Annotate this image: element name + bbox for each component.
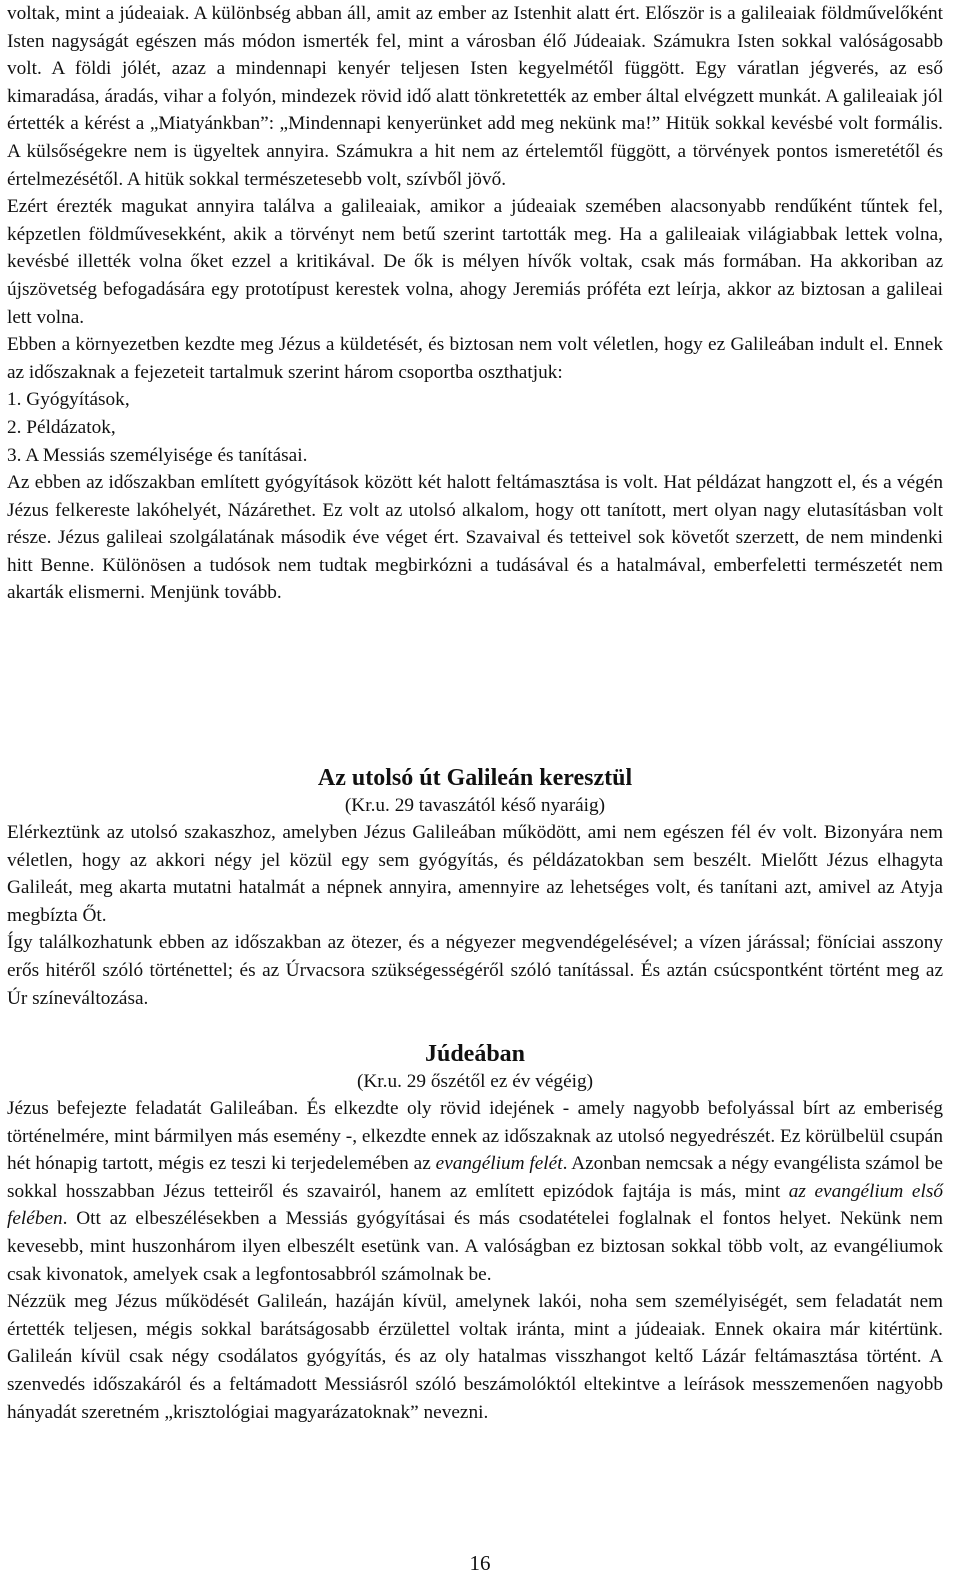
paragraph: Így találkozhatunk ebben az időszakban az ötezer, és a négyezer megvendégelésével; a vízen járással; föníciai asszony erős hitéről szóló történettel; és az Úrvacsora szükségességéről szóló tanítással. És aztán csúcspontként történt meg az Úr színeváltozása. — [7, 932, 943, 1009]
list-item: 3. A Messiás személyisége és tanításai. — [7, 444, 308, 466]
paragraph: Nézzük meg Jézus működését Galileán, hazáján kívül, amelynek lakói, noha sem személyiségét, sem feladatát nem értették teljesen, mégis sokkal barátságosabb érzülettel voltak iránta, mint a júdeaiak. Ennek okaira már kitértünk. Galileán kívül csak négy csodálatos gyógyítás, és az oly hatalmas visszhangot keltő Lázár feltámasztása történt. A szenvedés időszakáról és a feltámadott Messiásról szóló beszámolóktól eltekintve a leírások messzemenően nagyobb hányadát szeretném „krisztológiai magyarázatoknak” nevezni. — [7, 1291, 943, 1423]
paragraph: voltak, mint a júdeaiak. A különbség abban áll, amit az ember az Istenhit alatt ért. Először is a galileaiak földművelőként Isten nagyságát egészen más módon ismerték fel, mint a városban élő Júdeaiak. Számukra Isten sokkal valóságosabb volt. A földi jólét, azaz a mindennapi kenyér teljesen Isten kegyelmétől függött. Egy váratlan jégverés, az eső kimaradása, áradás, vihar a folyón, mindezek rövid idő alatt tönkretették az ember által elvégzett munkát. A galileaiak jól értették a kérést a „Miatyánkban”: „Mindennapi kenyerünket add meg nekünk ma!” Hitük sokkal kevésbé volt formális. A külsőségekre nem is ügyeltek annyira. Számukra a hit nem az értelemtől függött, a törvények pontos ismeretétől és értelmezésétől. A hitük sokkal természetesebb volt, szívből jövő. — [7, 3, 943, 190]
paragraph: Ebben a környezetben kezdte meg Jézus a küldetését, és biztosan nem volt véletlen, hogy ez Galileában indult el. Ennek az időszaknak a fejezeteit tartalmuk szerint három csoportba oszthatjuk: — [7, 334, 943, 383]
page-number: 16 — [469, 1551, 491, 1575]
text-run: Jézus befejezte feladatát Galileában. És elkezdte oly rövid idejének - amely nagyobb befolyással bírt az emberiség történelmére, mint bármilyen más esemény -, elkezdte ennek az időszaknak az utolsó negyedrészét. Ez körülbelül csupán hét hónapig tartott, mégis ez teszi ki terjedelemében az — [7, 1098, 943, 1175]
section-subheading: (Kr.u. 29 tavaszától késő nyaráig) — [344, 795, 606, 816]
paragraph: Az ebben az időszakban említett gyógyítások között két halott feltámasztása is volt. Hat példázat hangzott el, és a végén Jézus felkereste lakóhelyét, Názárethet. Ez volt az utolsó alkalom, hogy ott tanított, mert olyan nagy elutasításban volt része. Jézus galileai szolgálatának második éve véget ért. Szavaival és tetteivel sok követőt szerzett, de nem mindenki hitt Benne. Különösen a tudósok nem tudtak megbirkózni a tudásával és a hatalmával, emberfeletti természetét nem akarták elismerni. Menjünk tovább. — [7, 472, 943, 604]
list-item: 2. Példázatok, — [7, 416, 116, 438]
italic-text: evangélium felét — [435, 1153, 563, 1175]
paragraph — [7, 1095, 943, 1288]
italic-text: az evangélium első felében — [7, 1180, 943, 1230]
text-run: . Azonban nemcsak a négy evangélista számol be sokkal hosszabban Jézus tetteiről és szavairól, hanem az említett epizódok fajtája is más, mint — [7, 1153, 943, 1202]
text-run: . Ott az elbeszélésekben a Messiás gyógyításai és más csodatételei foglalnak el fontos helyet. Nekünk nem kevesebb, mint huszonhárom ilyen elbeszélt esetünk van. A valóságban ez biztosan sokkal több volt, az evangéliumok csak kivonatok, amelyek csak a legfontosabbról számolnak be. — [7, 1208, 943, 1285]
section-heading: Júdeában — [424, 1041, 526, 1067]
paragraph: Ezért érezték magukat annyira találva a galileaiak, amikor a júdeaiak szemében alacsonyabb rendűként tűntek fel, képzetlen földművesekként, akik a törvényt nem betű szerint tartották meg. Ha a galileaiak világiabbak lettek volna, kevésbé illették volna őket ezzel a kritikával. De ők is mélyen hívők voltak, csak más formában. Ha akkoriban az újszövetség befogadására egy prototípust kerestek volna, ahogy Jeremiás próféta ezt leírja, akkor az biztosan a galileai lett volna. — [7, 196, 943, 328]
list-item: 1. Gyógyítások, — [7, 389, 130, 411]
section-galilean-faith — [7, 0, 943, 607]
section-subheading: (Kr.u. 29 őszétől ez év végéig) — [356, 1071, 594, 1092]
section-judea — [7, 1039, 943, 1426]
paragraph: Elérkeztünk az utolsó szakaszhoz, amelyben Jézus Galileában működött, ami nem egészen fél év volt. Bizonyára nem véletlen, hogy az akkori négy jel közül egy sem gyógyítás, és példázatokban sem beszélt. Mielőtt Jézus elhagyta Galileát, meg akarta mutatni hatalmát a népnek annyira, amennyire az lehetséges volt, és tanítani azt, amivel az Atyja megbízta Őt. — [7, 822, 943, 926]
section-heading: Az utolsó út Galileán keresztül — [317, 765, 633, 791]
section-last-journey — [7, 763, 943, 1012]
